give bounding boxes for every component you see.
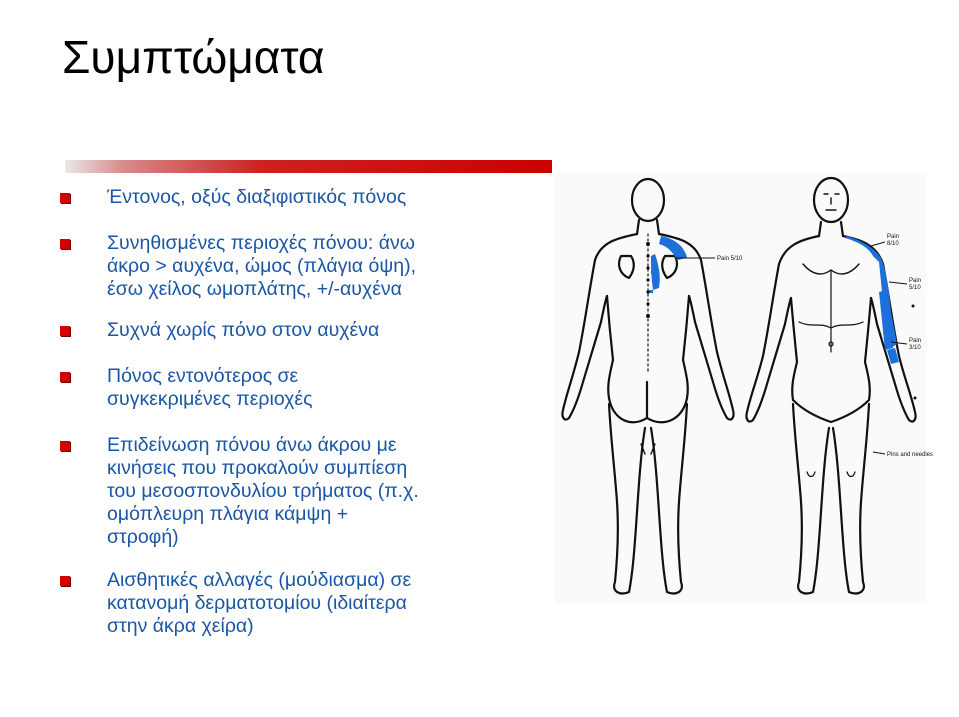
list-item-line: Συχνά χωρίς πόνο στον αυχένα: [107, 319, 380, 341]
bullet-square-icon: [60, 193, 70, 203]
body-outline-figure: [555, 172, 934, 604]
list-item: [107, 232, 547, 301]
front-pain-label-2: Pain: [909, 278, 922, 284]
bullet-square-icon: [60, 576, 70, 586]
list-item: [107, 319, 547, 342]
pain-area-markings: [649, 236, 899, 364]
annotation-leaders: [675, 242, 907, 454]
list-item-line: συγκεκριμένες περιοχές: [107, 388, 313, 410]
list-item-line: ομόπλευρη πλάγια κάμψη +: [107, 503, 349, 525]
list-item-line: άκρο > αυχένα, ώμος (πλάγια όψη),: [107, 255, 416, 277]
list-item-line: έσω χείλος ωμοπλάτης, +/-αυχένα: [107, 278, 402, 300]
annotation-dots: [912, 305, 917, 400]
list-item: [107, 569, 547, 638]
bullet-square-icon: [60, 239, 70, 249]
front-pain-label-1: Pain: [887, 234, 900, 240]
list-item-line: Πόνος εντονότερος σε: [107, 365, 299, 387]
list-item: [107, 434, 547, 549]
list-item-line: κινήσεις που προκαλούν συμπίεση: [107, 457, 408, 479]
front-pain-label-3-value: 3/10: [909, 345, 921, 351]
list-item-line: Αισθητικές αλλαγές (μούδιασμα) σε: [107, 569, 412, 591]
list-item-line: Έντονος, οξύς διαξιφιστικός πόνος: [107, 186, 407, 208]
list-item-line: Συνηθισμένες περιοχές πόνου: άνω: [107, 232, 415, 254]
front-pain-label-2-value: 5/10: [909, 285, 921, 291]
bullet-square-icon: [60, 326, 70, 336]
body-pain-diagram: [555, 172, 934, 604]
back-pain-label: Pain 5/10: [717, 256, 743, 262]
list-item-line: στροφή): [107, 526, 179, 548]
list-item-line: Επιδείνωση πόνου άνω άκρου με: [107, 434, 397, 456]
list-item: [107, 365, 547, 411]
back-view-outline: [562, 179, 733, 594]
slide-title: Συμπτώματα: [62, 31, 325, 83]
list-item-line: στην άκρα χείρα): [107, 615, 254, 637]
pins-needles-label: Pins and needles: [887, 452, 934, 458]
bullet-square-icon: [60, 372, 70, 382]
front-pain-label-1-value: 8/10: [887, 241, 899, 247]
front-pain-label-3: Pain: [909, 338, 922, 344]
list-item-line: κατανομή δερματοτομίου (ιδιαίτερα: [107, 592, 407, 614]
list-item-line: του μεσοσπονδυλίου τρήματος (π.χ.: [107, 480, 419, 502]
list-item: [107, 186, 547, 209]
bullet-square-icon: [60, 441, 70, 451]
